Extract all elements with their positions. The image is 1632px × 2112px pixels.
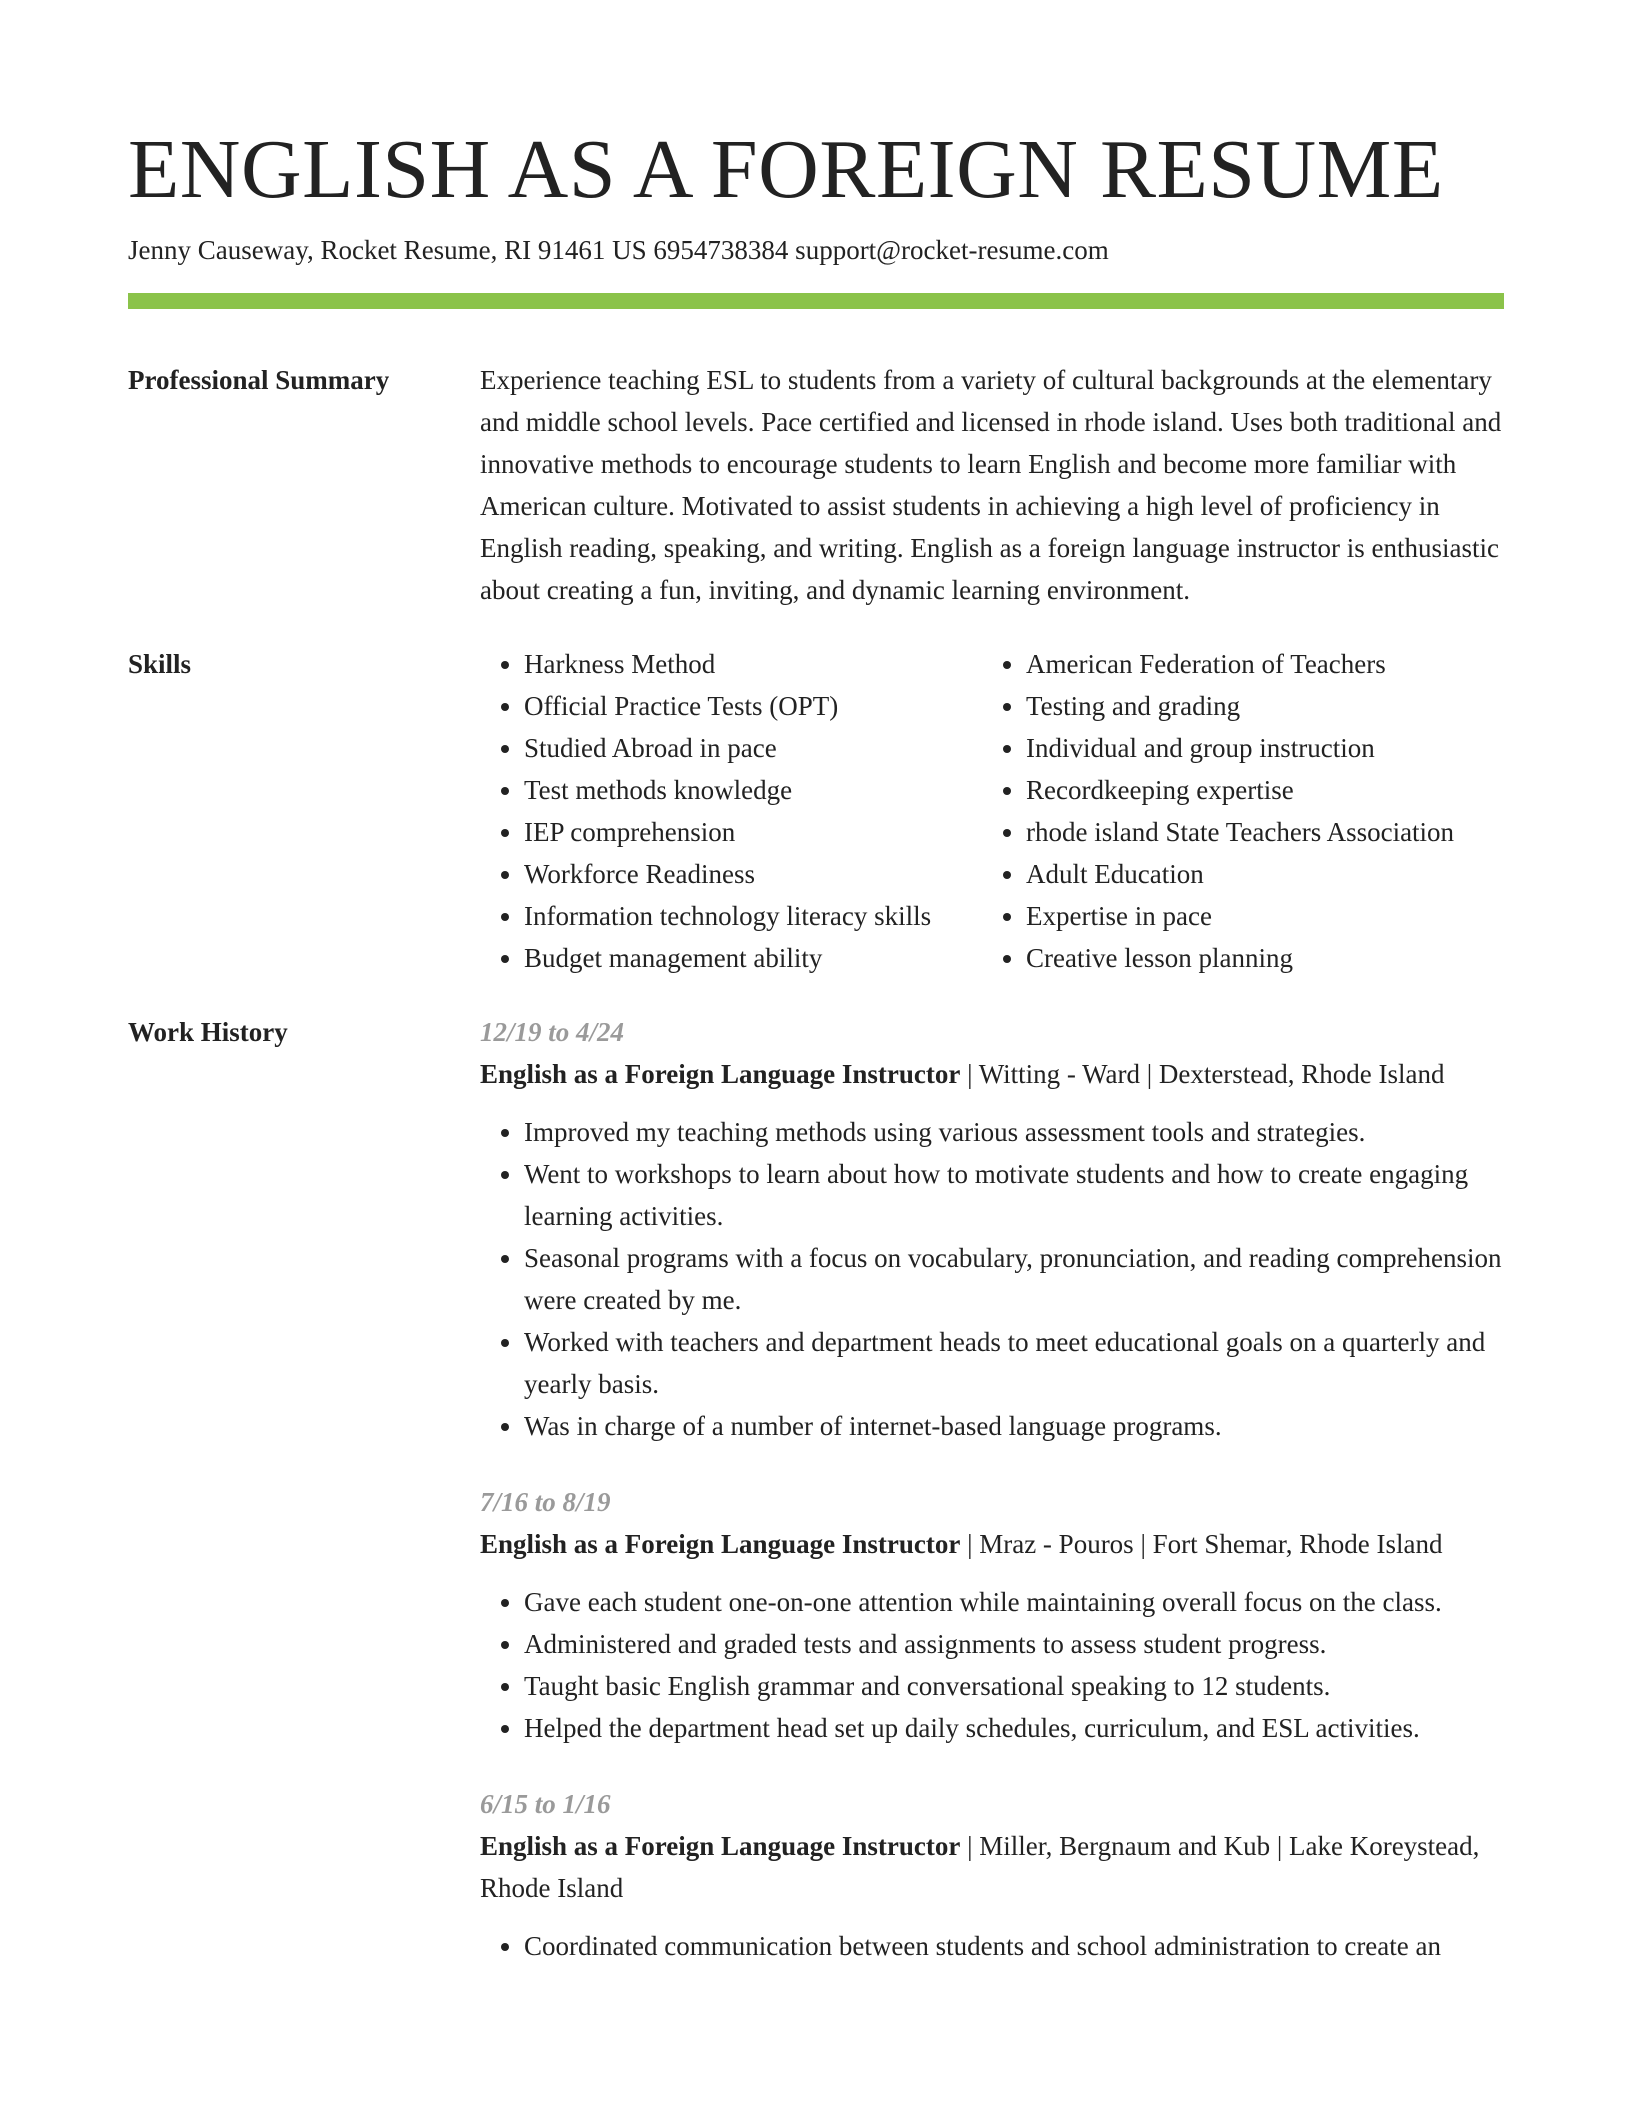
job-details: | Witting - Ward | Dexterstead, Rhode Island xyxy=(960,1059,1445,1089)
job-heading xyxy=(480,1523,1504,1565)
skills-list-right xyxy=(982,643,1504,979)
skills-body xyxy=(480,643,1504,979)
skill-item: • rhode island State Teachers Association xyxy=(1026,811,1504,853)
job-dates: 7/16 to 8/19 xyxy=(480,1487,611,1517)
job-details: | Mraz - Pouros | Fort Shemar, Rhode Island xyxy=(960,1529,1443,1559)
job-heading xyxy=(480,1053,1504,1095)
summary-text: Experience teaching ESL to students from a variety of cultural backgrounds at the elementary and middle school levels. Pace certified and licensed in rhode island. Uses both traditional and innovative methods to encourage students to learn English and become more familiar with American culture. Motivated to assist students in achieving a high level of proficiency in English reading, speaking, and writing. English as a foreign language instructor is enthusiastic about creating a fun, inviting, and dynamic learning environment. xyxy=(480,365,1502,605)
job-bullet: • Worked with teachers and department heads to meet educational goals on a quarterly and yearly basis. xyxy=(524,1321,1504,1405)
skill-item: • Studied Abroad in pace xyxy=(524,727,982,769)
skill-item: • Harkness Method xyxy=(524,643,982,685)
job-dates: 6/15 to 1/16 xyxy=(480,1789,611,1819)
skills-section xyxy=(128,643,1504,979)
skill-item: • Expertise in pace xyxy=(1026,895,1504,937)
skill-item: • IEP comprehension xyxy=(524,811,982,853)
job-bullet: • Was in charge of a number of internet-based language programs. xyxy=(524,1405,1504,1447)
contact-line: Jenny Causeway, Rocket Resume, RI 91461 US 6954738384 support@rocket-resume.com xyxy=(128,235,1109,265)
job-bullet: • Went to workshops to learn about how to motivate students and how to create engaging learning activities. xyxy=(524,1153,1504,1237)
skill-item: • Budget management ability xyxy=(524,937,982,979)
skill-item: • Recordkeeping expertise xyxy=(1026,769,1504,811)
accent-divider xyxy=(128,293,1504,309)
job-title: English as a Foreign Language Instructor xyxy=(480,1831,961,1861)
job-bullets xyxy=(480,1581,1504,1749)
skill-item: • Official Practice Tests (OPT) xyxy=(524,685,982,727)
job-bullet: • Administered and graded tests and assignments to assess student progress. xyxy=(524,1623,1504,1665)
skill-item: • Workforce Readiness xyxy=(524,853,982,895)
work-history-body xyxy=(480,1011,1504,2001)
work-history-heading: Work History xyxy=(128,1017,288,1047)
job-entry xyxy=(480,1011,1504,1447)
work-history-section xyxy=(128,1011,1504,2001)
resume-title: ENGLISH AS A FOREIGN RESUME xyxy=(128,123,1444,216)
job-details: | Miller, Bergnaum and Kub | Lake Koreystead, Rhode Island xyxy=(480,1831,1480,1903)
job-bullet: • Improved my teaching methods using various assessment tools and strategies. xyxy=(524,1111,1504,1153)
skill-item: • Individual and group instruction xyxy=(1026,727,1504,769)
resume-page xyxy=(128,0,1504,2001)
job-bullets xyxy=(480,1111,1504,1447)
job-bullet: • Coordinated communication between students and school administration to create an xyxy=(524,1925,1504,1967)
job-bullet: • Gave each student one-on-one attention while maintaining overall focus on the class. xyxy=(524,1581,1504,1623)
skill-item: • Testing and grading xyxy=(1026,685,1504,727)
job-entry xyxy=(480,1783,1504,1967)
job-dates: 12/19 to 4/24 xyxy=(480,1017,625,1047)
job-heading xyxy=(480,1825,1504,1909)
summary-section xyxy=(128,359,1504,611)
job-bullet: • Seasonal programs with a focus on vocabulary, pronunciation, and reading comprehension were created by me. xyxy=(524,1237,1504,1321)
job-title: English as a Foreign Language Instructor xyxy=(480,1529,961,1559)
summary-heading: Professional Summary xyxy=(128,365,390,395)
skill-item: • Test methods knowledge xyxy=(524,769,982,811)
job-bullets xyxy=(480,1925,1504,1967)
job-title: English as a Foreign Language Instructor xyxy=(480,1059,961,1089)
skill-item: • Information technology literacy skills xyxy=(524,895,982,937)
skill-item: • Adult Education xyxy=(1026,853,1504,895)
skills-list-left xyxy=(480,643,982,979)
skill-item: • American Federation of Teachers xyxy=(1026,643,1504,685)
skill-item: • Creative lesson planning xyxy=(1026,937,1504,979)
job-entry xyxy=(480,1481,1504,1749)
skills-heading: Skills xyxy=(128,649,192,679)
summary-body xyxy=(480,359,1504,611)
job-bullet: • Taught basic English grammar and conversational speaking to 12 students. xyxy=(524,1665,1504,1707)
job-bullet: • Helped the department head set up daily schedules, curriculum, and ESL activities. xyxy=(524,1707,1504,1749)
